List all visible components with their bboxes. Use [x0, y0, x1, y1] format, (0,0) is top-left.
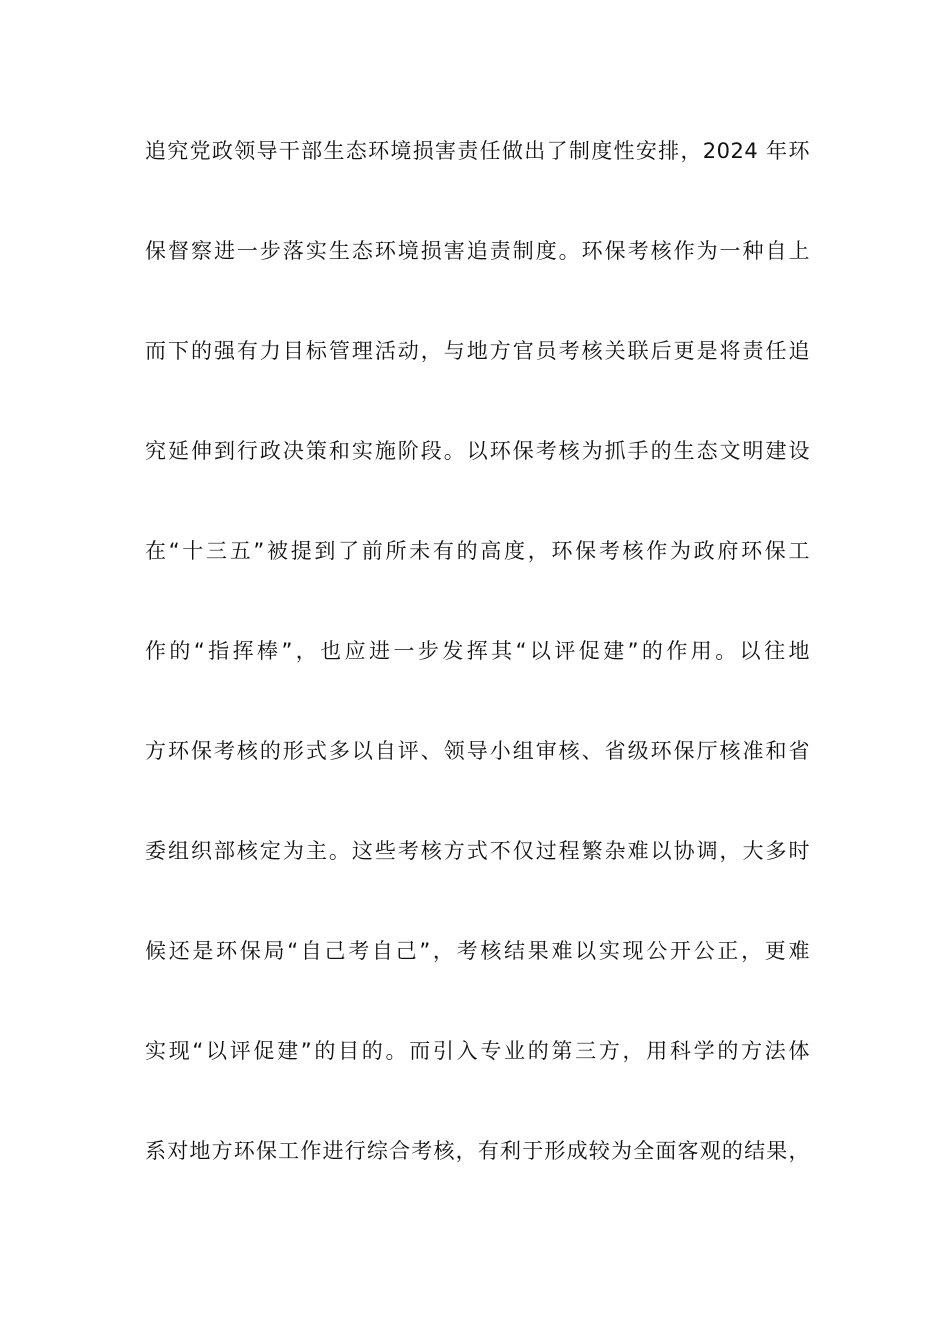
text-line-2: 保督察进一步落实生态环境损害追责制度。环保考核作为一种自上: [145, 239, 810, 263]
body-paragraph: [145, 128, 810, 1228]
text-line-4: 究延伸到行政决策和实施阶段。以环保考核为抓手的生态文明建设: [145, 439, 810, 463]
text-line-3: 而下的强有力目标管理活动，与地方官员考核关联后更是将责任追: [145, 339, 810, 363]
text-line-7: 方环保考核的形式多以自评、领导小组审核、省级环保厅核准和省: [145, 739, 810, 763]
text-line-5: 在“十三五”被提到了前所未有的高度，环保考核作为政府环保工: [145, 539, 810, 563]
text-line-11: 系对地方环保工作进行综合考核，有利于形成较为全面客观的结果，: [145, 1139, 810, 1163]
text-line-9: 候还是环保局“自己考自己”，考核结果难以实现公开公正，更难: [145, 939, 810, 963]
text-line-1: 追究党政领导干部生态环境损害责任做出了制度性安排，2024 年环: [145, 139, 810, 163]
text-line-10: 实现“以评促建”的目的。而引入专业的第三方，用科学的方法体: [145, 1039, 810, 1063]
text-line-8: 委组织部核定为主。这些考核方式不仅过程繁杂难以协调，大多时: [145, 839, 810, 863]
text-line-6: 作的“指挥棒”，也应进一步发挥其“以评促建”的作用。以往地: [145, 639, 810, 663]
